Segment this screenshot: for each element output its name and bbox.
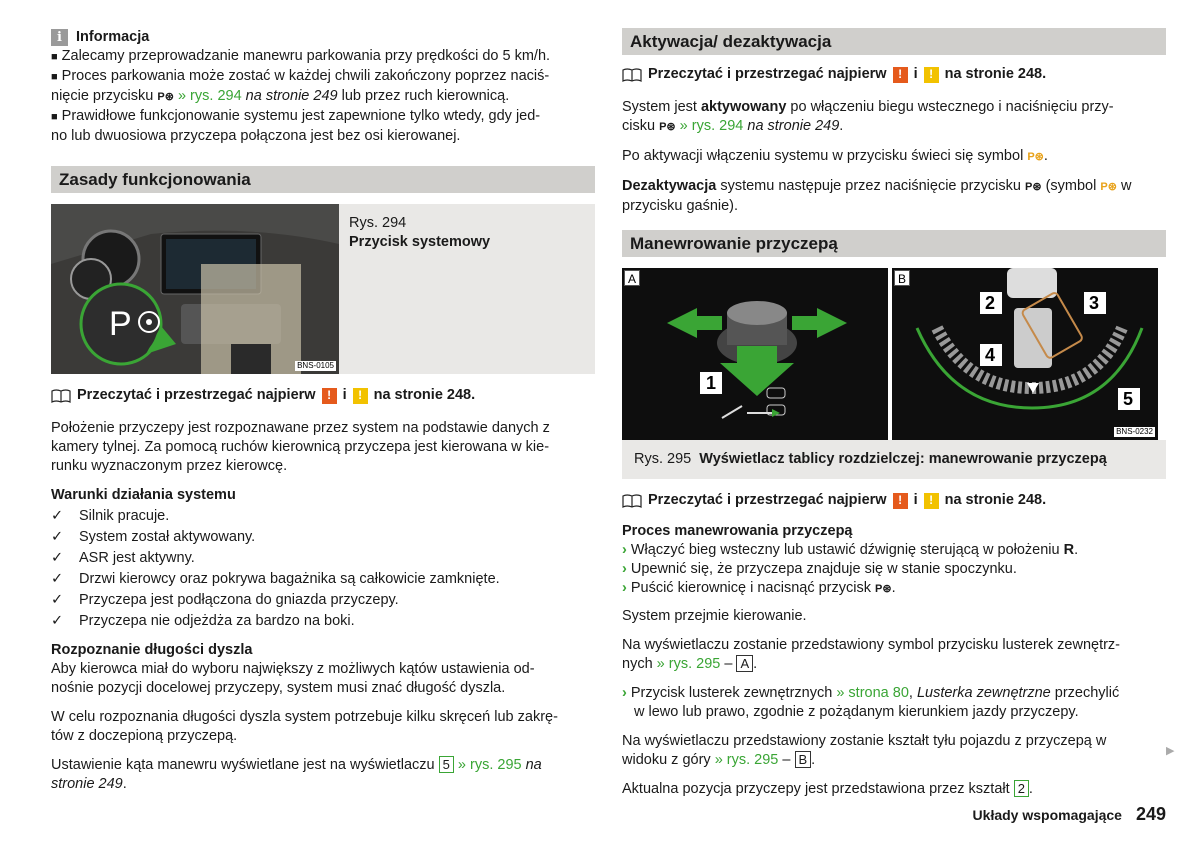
condition-item: ✓ Silnik pracuje. [51, 508, 170, 524]
park-button-symbol: P⊛ [157, 91, 174, 103]
park-symbol-lit: P⊛ [1100, 181, 1117, 193]
page-footer [973, 805, 1166, 825]
warning-red-icon: ! [322, 388, 337, 404]
link-page-80[interactable]: » strona 80 [836, 685, 909, 701]
position-paragraph: Aktualna pozycja przyczepy jest przedstawiona przez kształt 2 . [622, 781, 1033, 797]
callout-b: B [795, 751, 812, 768]
info-icon: i [51, 29, 68, 46]
deactivation-paragraph: Dezaktywacja systemu następuje przez naciśnięcie przycisku P⊛ (symbol P⊛ w przycisku gaśnie). [622, 178, 1132, 214]
read-first-line: Przeczytać i przestrzegać najpierw ! i ! na stronie 248. [51, 386, 595, 405]
p-letter: P [109, 305, 132, 343]
svg-text:4: 4 [985, 345, 996, 365]
tilt-paragraph: › Przycisk lusterek zewnętrznych » strona 80, Lusterka zewnętrzne przechylić w lewo lub prawo, zgodnie z pożądanym kierunkiem jazdy przyczepy. [622, 685, 1120, 720]
trailer-top-view-illustration [892, 268, 1158, 440]
info-bullet-1: ■ Zalecamy przeprowadzanie manewru parkowania przy prędkości do 5 km/h. [51, 48, 551, 64]
intro-paragraph: Położenie przyczepy jest rozpoznawane przez system na podstawie danych z kamery tylnej. Za pomocą ruchów kierownicą przyczepa jest kierowana w kie- runku wyznaczonym przez kierowcę. [51, 420, 550, 474]
step-item: › Upewnić się, że przyczepa znajduje się w stanie spoczynku. [622, 561, 1017, 577]
warning-red-icon: ! [893, 493, 908, 509]
condition-item: ✓ System został aktywowany. [51, 529, 256, 545]
info-bullet-3: ■ Prawidłowe funkcjonowanie systemu jest zapewnione tylko wtedy, gdy jed- [51, 108, 541, 124]
left-column [51, 28, 595, 794]
dashboard-illustration [51, 204, 339, 374]
park-button-symbol: P⊛ [1024, 181, 1042, 193]
footer-section-name: Układy wspomagające [972, 807, 1122, 823]
angle-paragraph: Ustawienie kąta manewru wyświetlane jest na wyświetlaczu 5 » rys. 295 na stronie 249. [51, 757, 542, 792]
section-title-activation: Aktywacja/ dezaktywacja [622, 28, 1166, 55]
figure-panel-b [892, 268, 1158, 440]
figure-code: BNS-0232 [1116, 427, 1153, 436]
figure-295-caption: Rys. 295 Wyświetlacz tablicy rozdzielczej: manewrowanie przyczepą [622, 440, 1166, 479]
step-item: › Włączyć bieg wsteczny lub ustawić dźwignię sterującą w położeniu R. [622, 542, 1079, 558]
condition-item: ✓ Przyczepa jest podłączona do gniazda przyczepy. [51, 592, 399, 608]
section-title-principles: Zasady funkcjonowania [51, 166, 595, 193]
process-heading: Proces manewrowania przyczepą [622, 523, 853, 539]
figure-panel-a [622, 268, 888, 440]
link-fig-295[interactable]: » rys. 295 [714, 752, 779, 768]
continue-arrow-icon: ▶ [1166, 745, 1175, 757]
svg-text:5: 5 [1123, 389, 1134, 409]
link-fig-295[interactable]: » rys. 295 [457, 757, 522, 773]
park-button-symbol: P⊛ [659, 121, 676, 133]
shape-paragraph: Na wyświetlaczu przedstawiony zostanie kształt tyłu pojazdu z przyczepą w widoku z góry » rys. 295 – B . [622, 733, 1107, 768]
condition-item: ✓ ASR jest aktywny. [51, 550, 195, 566]
info-bullet-3-cont: no lub dwuosiowa przyczepa połączona jest bez osi kierowanej. [51, 128, 461, 144]
svg-text:1: 1 [706, 373, 717, 393]
figure-caption-text: Przycisk systemowy [349, 234, 491, 250]
figure-294 [51, 204, 595, 374]
figure-295 [622, 268, 1166, 440]
read-first-line: Przeczytać i przestrzegać najpierw ! i ! na stronie 248. [622, 65, 1166, 84]
book-icon [622, 494, 642, 508]
park-symbol-lit: P⊛ [1027, 151, 1044, 163]
figure-294-caption [339, 204, 500, 374]
activation-paragraph: System jest aktywowany po włączeniu biegu wstecznego i naciśnięciu przy- cisku P⊛ » rys. 294 na stronie 249. [622, 99, 1114, 134]
mirror-knob-illustration [622, 268, 888, 440]
warning-yellow-icon: ! [924, 67, 939, 83]
figure-code: BNS-0105 [297, 361, 334, 370]
warning-yellow-icon: ! [353, 388, 368, 404]
callout-2: 2 [1014, 780, 1029, 797]
condition-item: ✓ Drzwi kierowcy oraz pokrywa bagażnika są całkowicie zamknięte. [51, 571, 500, 587]
takeover-paragraph: System przejmie kierowanie. [622, 608, 807, 624]
page-number: 249 [1135, 804, 1166, 824]
mirror-paragraph: Na wyświetlaczu zostanie przedstawiony symbol przycisku lusterek zewnętrz- nych » rys. 295 – A . [622, 637, 1121, 672]
step-item: › Puścić kierownicę i nacisnąć przycisk P⊛. [622, 580, 896, 596]
info-bullet-2-cont: nięcie przycisku P⊛ » rys. 294 na stronie 249 lub przez ruch kierownicą. [51, 88, 510, 104]
figure-number: Rys. 294 [349, 215, 407, 231]
panel-label-a: A [624, 270, 640, 286]
right-column [622, 28, 1166, 799]
callout-5: 5 [439, 756, 454, 773]
warning-red-icon: ! [893, 67, 908, 83]
link-fig-295[interactable]: » rys. 295 [656, 656, 721, 672]
info-heading [51, 28, 595, 47]
park-button-symbol: P⊛ [875, 583, 892, 595]
drawbar-heading: Rozpoznanie długości dyszla [51, 642, 253, 658]
drawbar-paragraph: Aby kierowca miał do wyboru największy z możliwych kątów ustawienia od- nośnie pozycji docelowej przyczepy, system musi znać długość dyszla. [51, 661, 535, 696]
read-first-line: Przeczytać i przestrzegać najpierw ! i ! na stronie 248. [622, 491, 1166, 510]
conditions-heading: Warunki działania systemu [51, 487, 236, 503]
info-title: Informacja [76, 29, 150, 45]
warning-yellow-icon: ! [924, 493, 939, 509]
section-title-maneuver: Manewrowanie przyczepą [622, 230, 1166, 257]
info-bullet-2: ■ Proces parkowania może zostać w każdej chwili zakończony poprzez naciś- [51, 68, 550, 84]
light-paragraph: Po aktywacji włączeniu systemu w przycisku świeci się symbol P⊛. [622, 148, 1048, 164]
dashboard-photo [51, 204, 339, 374]
svg-text:3: 3 [1089, 293, 1100, 313]
book-icon [51, 389, 71, 403]
book-icon [622, 68, 642, 82]
svg-text:2: 2 [985, 293, 996, 313]
callout-a: A [736, 655, 753, 672]
link-fig-294[interactable]: » rys. 294 [177, 88, 242, 104]
panel-label-b: B [894, 270, 910, 286]
condition-item: ✓ Przyczepa nie odjeżdża za bardzo na boki. [51, 613, 355, 629]
link-fig-294[interactable]: » rys. 294 [679, 118, 744, 134]
calibration-paragraph: W celu rozpoznania długości dyszla system potrzebuje kilku skręceń lub zakrę- tów z doczepioną przyczepą. [51, 709, 558, 744]
